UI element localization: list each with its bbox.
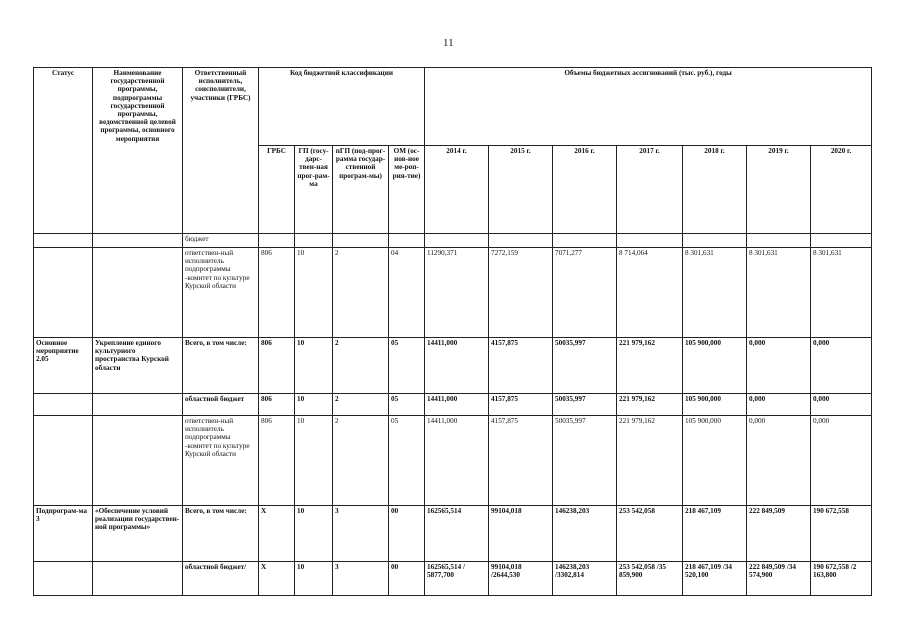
- cell-pgp: [333, 234, 389, 248]
- cell-gp: 10: [295, 338, 333, 394]
- cell-executor: областной бюджет/: [183, 562, 259, 596]
- cell-value-2015: 4157,875: [489, 338, 553, 394]
- table-row: [34, 416, 872, 506]
- cell-value-2014: 14411,000: [425, 338, 489, 394]
- cell-value-2014: 14411,000: [425, 394, 489, 416]
- cell-executor: Всего, в том числе:: [183, 338, 259, 394]
- header-year-2020: 2020 г.: [811, 146, 872, 234]
- cell-value-2016: 50035,997: [553, 394, 617, 416]
- cell-pgp: 3: [333, 562, 389, 596]
- cell-value-2017: 221 979,162: [617, 416, 683, 506]
- header-code-pgp: пГП (под-прог-рамма государ-ственной програм-мы): [333, 146, 389, 234]
- cell-value-2016: 146238,203 /3302,814: [553, 562, 617, 596]
- cell-value-2020: 190 672,558: [811, 506, 872, 562]
- table-row: [34, 394, 872, 416]
- cell-name: [93, 234, 183, 248]
- cell-value-2020: 0,000: [811, 338, 872, 394]
- cell-grbs: Х: [259, 562, 295, 596]
- cell-value-2016: [553, 234, 617, 248]
- cell-value-2017: 221 979,162: [617, 338, 683, 394]
- cell-value-2016: 7071,277: [553, 248, 617, 338]
- cell-gp: 10: [295, 416, 333, 506]
- cell-executor: Всего, в том числе:: [183, 506, 259, 562]
- cell-status: Основное мероприятие 2.05: [34, 338, 93, 394]
- cell-value-2020: 190 672,558 /2 163,800: [811, 562, 872, 596]
- cell-value-2014: 14411,000: [425, 416, 489, 506]
- cell-om: [389, 234, 425, 248]
- header-volumes-group: Объемы бюджетных ассигнований (тыс. руб.), годы: [425, 68, 872, 146]
- header-executor: Ответственный исполнитель, соисполнители, участники (ГРБС): [183, 68, 259, 234]
- cell-pgp: 2: [333, 394, 389, 416]
- table-row: [34, 234, 872, 248]
- cell-grbs: 806: [259, 248, 295, 338]
- cell-om: 05: [389, 338, 425, 394]
- cell-value-2018: 105 900,000: [683, 394, 747, 416]
- cell-value-2014: 162565,514: [425, 506, 489, 562]
- cell-gp: 10: [295, 248, 333, 338]
- table-row: [34, 338, 872, 394]
- cell-value-2016: 146238,203: [553, 506, 617, 562]
- cell-grbs: 806: [259, 416, 295, 506]
- cell-om: 05: [389, 394, 425, 416]
- cell-executor: бюджет: [183, 234, 259, 248]
- cell-executor: областной бюджет: [183, 394, 259, 416]
- cell-value-2015: 7272,159: [489, 248, 553, 338]
- cell-executor: ответствен-ный исполнитель подпрограммы -комитет по культуре Курской области: [183, 416, 259, 506]
- cell-value-2014: 11290,371: [425, 248, 489, 338]
- header-year-2016: 2016 г.: [553, 146, 617, 234]
- header-code-gp: ГП (госу-дарс-твен-ная прог-рам-ма: [295, 146, 333, 234]
- header-year-2014: 2014 г.: [425, 146, 489, 234]
- header-year-2019: 2019 г.: [747, 146, 811, 234]
- cell-value-2019: 0,000: [747, 338, 811, 394]
- cell-value-2017: 221 979,162: [617, 394, 683, 416]
- table-row: [34, 248, 872, 338]
- cell-value-2015: [489, 234, 553, 248]
- cell-value-2015: 99104,018 /2644,530: [489, 562, 553, 596]
- header-year-2017: 2017 г.: [617, 146, 683, 234]
- cell-pgp: 2: [333, 416, 389, 506]
- cell-om: 00: [389, 562, 425, 596]
- cell-grbs: 806: [259, 338, 295, 394]
- cell-value-2015: 99104,018: [489, 506, 553, 562]
- cell-name: [93, 562, 183, 596]
- cell-grbs: [259, 234, 295, 248]
- budget-table: [33, 67, 872, 596]
- cell-value-2014: 162565,514 / 5877,700: [425, 562, 489, 596]
- cell-name: Укрепление единого культурного пространства Курской области: [93, 338, 183, 394]
- header-code-grbs: ГРБС: [259, 146, 295, 234]
- cell-status: [34, 394, 93, 416]
- cell-om: 04: [389, 248, 425, 338]
- cell-value-2015: 4157,875: [489, 416, 553, 506]
- cell-pgp: 2: [333, 338, 389, 394]
- cell-status: [34, 248, 93, 338]
- cell-value-2019: 0,000: [747, 394, 811, 416]
- cell-value-2020: 0,000: [811, 416, 872, 506]
- cell-pgp: 3: [333, 506, 389, 562]
- cell-name: [93, 416, 183, 506]
- cell-value-2018: 218 467,109: [683, 506, 747, 562]
- table-row: [34, 506, 872, 562]
- cell-grbs: 806: [259, 394, 295, 416]
- table-body: [34, 234, 872, 596]
- cell-value-2017: 253 542,058: [617, 506, 683, 562]
- cell-value-2020: 8 301,631: [811, 248, 872, 338]
- header-status: Статус: [34, 68, 93, 234]
- cell-value-2018: 218 467,109 /34 520,100: [683, 562, 747, 596]
- cell-value-2014: [425, 234, 489, 248]
- header-year-2015: 2015 г.: [489, 146, 553, 234]
- cell-value-2016: 50035,997: [553, 338, 617, 394]
- cell-status: Подпрограм-ма 3: [34, 506, 93, 562]
- cell-gp: 10: [295, 506, 333, 562]
- cell-value-2017: [617, 234, 683, 248]
- cell-status: [34, 234, 93, 248]
- table-row: [34, 562, 872, 596]
- page-number: 11: [443, 37, 454, 49]
- cell-name: [93, 248, 183, 338]
- cell-name: «Обеспечение условий реализации государствен-ной программы»: [93, 506, 183, 562]
- cell-om: 00: [389, 506, 425, 562]
- cell-value-2017: 253 542,058 /35 859,900: [617, 562, 683, 596]
- cell-value-2018: 8 301,631: [683, 248, 747, 338]
- cell-value-2017: 8 714,064: [617, 248, 683, 338]
- cell-value-2019: 8 301,631: [747, 248, 811, 338]
- cell-value-2015: 4157,875: [489, 394, 553, 416]
- cell-status: [34, 562, 93, 596]
- cell-gp: 10: [295, 562, 333, 596]
- cell-value-2018: 105 900,000: [683, 416, 747, 506]
- cell-value-2020: 0,000: [811, 394, 872, 416]
- cell-value-2016: 50035,997: [553, 416, 617, 506]
- cell-value-2019: 0,000: [747, 416, 811, 506]
- cell-gp: 10: [295, 394, 333, 416]
- cell-executor: ответствен-ный исполнитель подпрограммы -комитет по культуре Курской области: [183, 248, 259, 338]
- cell-pgp: 2: [333, 248, 389, 338]
- cell-value-2020: [811, 234, 872, 248]
- header-code-om: ОМ (ос-нов-ное ме-роп-рия-тие): [389, 146, 425, 234]
- header-name: Наименование государственной программы, подпрограммы государственной программы, ведомственной целевой программы, основного мероприятия: [93, 68, 183, 234]
- cell-value-2019: [747, 234, 811, 248]
- cell-value-2019: 222 849,509 /34 574,900: [747, 562, 811, 596]
- cell-gp: [295, 234, 333, 248]
- cell-om: 05: [389, 416, 425, 506]
- cell-value-2018: 105 900,000: [683, 338, 747, 394]
- cell-value-2018: [683, 234, 747, 248]
- cell-value-2019: 222 849,509: [747, 506, 811, 562]
- cell-name: [93, 394, 183, 416]
- header-code-group: Код бюджетной классификации: [259, 68, 425, 146]
- header-year-2018: 2018 г.: [683, 146, 747, 234]
- cell-grbs: Х: [259, 506, 295, 562]
- cell-status: [34, 416, 93, 506]
